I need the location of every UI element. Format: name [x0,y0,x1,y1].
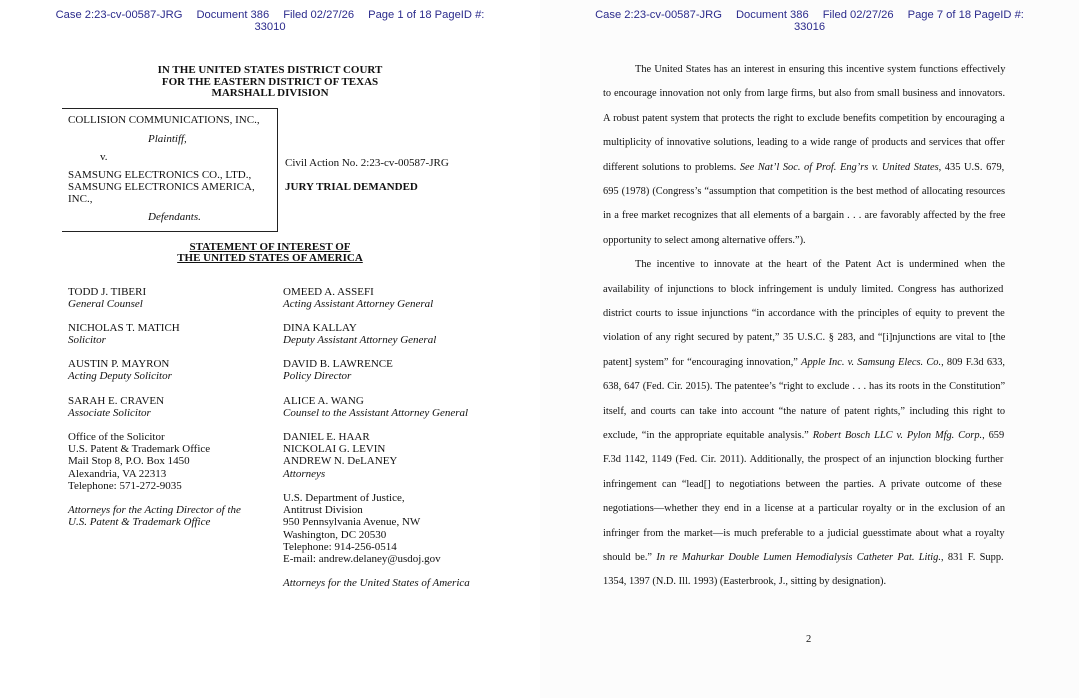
case-citation: See Nat’l Soc. of Prof. Eng’rs v. United States [739,161,939,173]
body-line [603,430,1004,442]
document-title [0,242,540,264]
attorney-name: NICKOLAI G. LEVIN [283,443,386,455]
page-number: 2 [806,634,812,645]
case-citation: Apple Inc. v. Samsung Elecs. Co. [801,356,942,368]
body-line [603,235,806,247]
body-text-segment: , 659 [982,430,1005,441]
address-line: Alexandria, VA 22313 [68,468,167,480]
body-line [603,576,886,588]
body-line [603,381,1005,393]
ecf-header-stamp [540,9,1079,33]
address-line: 950 Pennsylvania Avenue, NW [283,516,421,528]
body-text-segment: in a free market recognizes that all elements of a bargain . . . are favorably affected by the free [603,210,1006,222]
body-text-segment: exclude, “in the appropriate equitable analysis.” [603,430,813,441]
body-text-segment: 638, 647 (Fed. Cir. 2015). The patentee’s “right to exclude . . . has its roots in the Constitution” [603,381,1006,393]
signatory-title: Solicitor [68,334,106,346]
stamp-filed: Filed 02/27/26 [822,9,894,21]
stamp-document: Document 386 [196,9,270,21]
address-line: Mail Stop 8, P.O. Box 1450 [68,455,190,467]
stamp-case: Case 2:23-cv-00587-JRG [55,9,183,21]
signatory-title: Acting Assistant Attorney General [283,298,434,310]
body-line [603,162,1004,174]
body-line [603,479,1002,491]
stamp-case: Case 2:23-cv-00587-JRG [595,9,722,21]
body-text-segment: opportunity to select among alternative offers.”). [603,234,806,246]
body-line [603,454,1003,466]
attorneys-for-line: Attorneys for the United States of America [283,577,470,589]
signatory-name: NICHOLAS T. MATICH [68,322,180,334]
body-line [603,406,1005,418]
body-text-segment: violation of any right secured by patent,” 35 U.S.C. § 283, and “[i]njunctions are vital to [the [603,332,1006,344]
ecf-header-stamp [0,9,540,33]
court-line: MARSHALL DIVISION [211,87,329,99]
stamp-pageid: 33010 [254,21,286,33]
telephone-line: Telephone: 571-272-9035 [68,480,182,492]
signatory-name: SARAH E. CRAVEN [68,395,165,407]
body-text-segment: itself, and courts can take into account “the nature of patent rights,” including this right to [603,405,1006,417]
body-line [603,308,1005,320]
document-page-7 [540,0,1079,698]
signatory-title: Counsel to the Assistant Attorney General [283,407,469,419]
stamp-filed: Filed 02/27/26 [283,9,355,21]
address-line: U.S. Patent & Trademark Office [68,443,211,455]
signatory-name: ALICE A. WANG [283,395,364,407]
body-line [603,552,1004,564]
attorney-name: ANDREW N. DeLANEY [283,455,398,467]
body-line [635,259,1005,271]
body-line [603,503,1005,515]
address-line: Antitrust Division [283,504,363,516]
body-text-segment: , 435 U.S. 679, [938,161,1005,173]
body-line [603,210,1005,222]
signatory-title: General Counsel [68,298,143,310]
civil-action-number: Civil Action No. 2:23-cv-00587-JRG [285,157,449,169]
body-text-segment: patent] system” for “encouraging innovation,” [603,356,802,368]
signatory-title: Acting Deputy Solicitor [68,370,172,382]
body-text-segment: , 831 F. Supp. [940,552,1004,563]
body-text-segment: should be.” [603,552,657,563]
court-heading [0,65,540,100]
body-line [603,137,1005,149]
defendant-line: SAMSUNG ELECTRONICS AMERICA, [68,181,255,193]
body-text-segment: The incentive to innovate at the heart of the Patent Act is undermined when the [635,259,1005,271]
title-line: STATEMENT OF INTEREST OF [189,241,351,253]
jury-demand: JURY TRIAL DEMANDED [285,181,418,193]
attorney-name: DANIEL E. HAAR [283,431,370,443]
body-text-segment: , 809 F.3d 633, [941,356,1006,368]
defendant-role: Defendants. [148,211,201,223]
title-line: THE UNITED STATES OF AMERICA [177,252,363,264]
body-text-segment: 1354, 1397 (N.D. Ill. 1993) (Easterbrook, J., sitting by designation). [603,576,887,588]
stamp-pageid: 33016 [793,21,826,33]
attorneys-title: Attorneys [283,468,326,480]
body-line [603,284,1003,296]
signatory-title: Policy Director [283,370,352,382]
body-line [603,357,1005,369]
body-text-segment: to encourage innovation not only from large firms, but also from small business and innovators. [603,88,1006,100]
body-text-segment: The United States has an interest in ensuring this incentive system functions effectively [635,64,1006,75]
signatory-name: DAVID B. LAWRENCE [283,358,393,370]
address-line: Office of the Solicitor [68,431,165,443]
signatory-title: Deputy Assistant Attorney General [283,334,437,346]
body-line [603,332,1005,344]
body-line [603,113,1005,125]
signatory-name: AUSTIN P. MAYRON [68,358,170,370]
address-line: U.S. Department of Justice, [283,492,405,504]
body-text-segment: multiplicity of innovative solutions, leading to a wide range of products and services that offer [603,137,1005,149]
versus: v. [100,151,108,163]
plaintiff-role: Plaintiff, [148,133,187,145]
body-line [603,88,1005,100]
body-text-segment: 695 (1978) (Congress’s “assumption that competition is the best method of allocating resources [603,186,1006,197]
plaintiff-name: COLLISION COMMUNICATIONS, INC., [68,114,260,126]
signatory-title: Associate Solicitor [68,407,151,419]
body-text-segment: availability of injunctions to block infringement is unduly limited. Congress has authorized [603,283,1004,295]
body-text-segment: negotiations—whether they end in a license at a particular royalty or in the exclusion of an [603,503,1006,515]
case-citation: In re Mahurkar Double Lumen Hemodialysis Catheter Pat. Litig. [656,552,941,563]
attorneys-for-line: U.S. Patent & Trademark Office [68,516,211,528]
stamp-page: Page 7 of 18 PageID #: [907,9,1024,21]
defendant-line: SAMSUNG ELECTRONICS CO., LTD., [68,169,252,181]
body-text-segment: different solutions to problems. [603,161,740,173]
stamp-document: Document 386 [735,9,809,21]
telephone-line: Telephone: 914-256-0514 [283,541,397,553]
body-text-segment: A robust patent system that protects the right to exclude benefits competition by encouraging a [603,112,1005,124]
body-text-segment: F.3d 1142, 1149 (Fed. Cir. 2011). Additionally, the prospect of an injunction blocking further [603,454,1004,466]
court-line: FOR THE EASTERN DISTRICT OF TEXAS [161,75,379,88]
body-line [635,64,1005,76]
body-text-segment: infringer from the market—is much preferable to a judicial guesstimate about what a royalty [603,527,1005,539]
body-line [603,528,1005,540]
attorneys-for-line: Attorneys for the Acting Director of the [68,504,241,516]
address-line: Washington, DC 20530 [283,529,387,541]
body-line [603,186,1005,198]
body-text-segment: infringement can “lead[] to negotiations between the parties. A private outcome of these [603,478,1002,490]
email-line: E-mail: andrew.delaney@usdoj.gov [283,553,441,565]
signatory-name: DINA KALLAY [283,322,357,334]
body-text-segment: district courts to issue injunctions “in accordance with the principles of equity to prevent the [603,308,1005,319]
stamp-page: Page 1 of 18 PageID #: [368,9,485,21]
court-line: IN THE UNITED STATES DISTRICT COURT [157,64,383,76]
signatory-name: TODD J. TIBERI [68,286,147,298]
case-citation: Robert Bosch LLC v. Pylon Mfg. Corp. [812,430,983,441]
defendant-line: INC., [68,193,93,205]
signatory-name: OMEED A. ASSEFI [283,286,374,298]
